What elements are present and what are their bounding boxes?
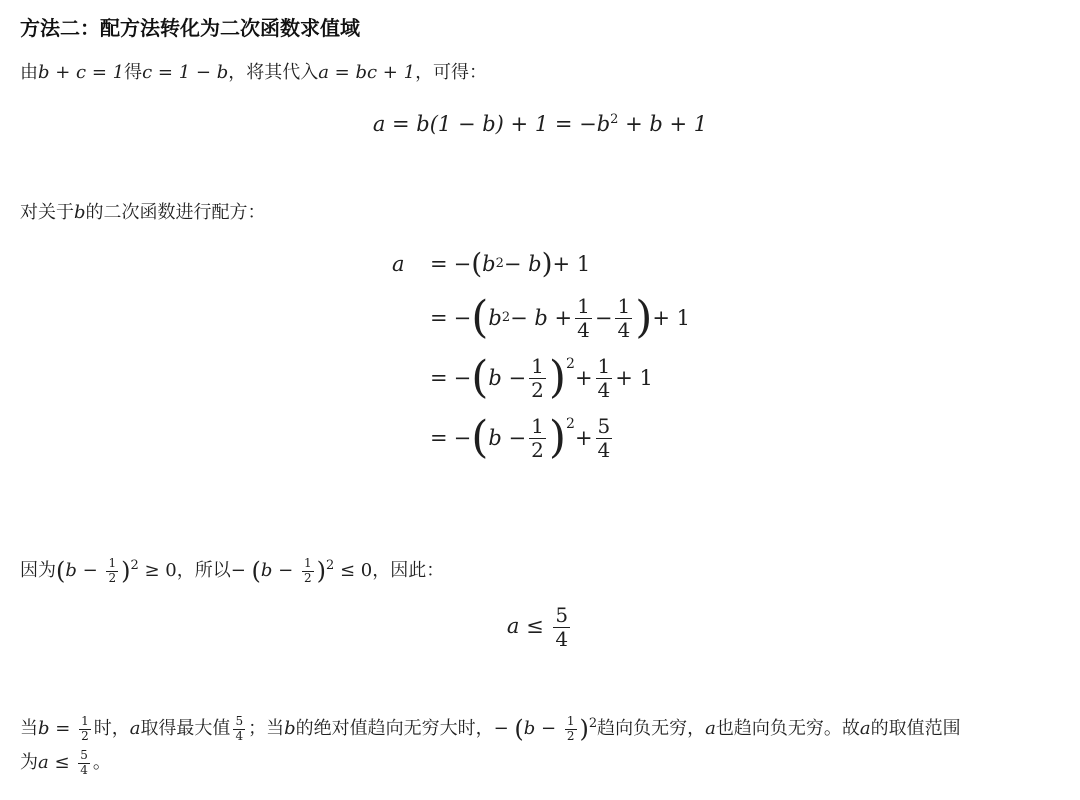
- text: 。: [92, 752, 111, 773]
- math: + 1: [652, 306, 691, 330]
- equals: =: [430, 426, 448, 450]
- math-inline: b: [284, 718, 296, 739]
- math-inline: a: [129, 718, 141, 739]
- display-equation-expand: [0, 112, 1080, 136]
- math: a = b(1 − b) + 1 = −b: [372, 112, 611, 136]
- fraction: $\frac{1}{4}$: [577, 293, 590, 342]
- math-inline: a = bc + 1: [318, 62, 416, 83]
- text: 为: [20, 752, 38, 773]
- math-inline: a: [705, 718, 716, 739]
- paren-close: ): [548, 352, 567, 403]
- paren-open: (: [471, 352, 489, 403]
- equals: =: [430, 366, 448, 390]
- text: 对关于: [20, 202, 74, 223]
- exponent: 2: [566, 416, 575, 432]
- fraction: $\frac{1}{2}$: [81, 713, 89, 743]
- text: 当: [20, 718, 38, 739]
- math-inline: (b − $\frac{1}{2}$ )$^2$ ≥ 0: [56, 555, 177, 585]
- paragraph-conclusion: [20, 714, 961, 744]
- math-inline: a: [859, 718, 871, 739]
- math: b −: [488, 426, 527, 450]
- fraction: $\frac{5}{4}$: [555, 603, 569, 651]
- fraction: $\frac{1}{4}$: [617, 293, 631, 342]
- math-inline: b + c = 1: [38, 62, 125, 83]
- fraction: $\frac{1}{2}$: [531, 353, 544, 402]
- paragraph-range: [20, 748, 111, 778]
- paragraph-complete-square: [20, 198, 266, 228]
- math: + 1: [615, 366, 653, 390]
- text: 因为: [20, 560, 56, 581]
- section-heading: 方法二：配方法转化为二次函数求值域: [20, 16, 360, 40]
- fraction: $\frac{5}{4}$: [597, 413, 611, 462]
- exponent: 2: [566, 356, 575, 372]
- text: ；当: [248, 718, 285, 739]
- minus: −: [453, 426, 472, 450]
- text: 趋向负无穷，: [597, 718, 706, 739]
- derivation-row-3: [392, 348, 690, 408]
- paren-close: ): [541, 247, 553, 280]
- minus: −: [453, 366, 472, 390]
- paren-close: ): [635, 292, 653, 343]
- fraction: $\frac{1}{4}$: [597, 353, 611, 402]
- fraction: $\frac{5}{4}$: [235, 713, 244, 743]
- text: 由: [20, 62, 38, 83]
- text: ，将其代入: [228, 62, 319, 83]
- paragraph-substitution: [20, 58, 487, 88]
- display-equation-result: [0, 604, 1080, 651]
- text: 也趋向负无穷。故: [715, 718, 860, 739]
- paren-open: (: [471, 292, 489, 343]
- math: + b + 1: [618, 112, 708, 136]
- math: +: [574, 366, 593, 390]
- math: − b: [503, 252, 542, 276]
- aligned-derivation: [392, 240, 690, 468]
- text: 的绝对值趋向无穷大时，: [295, 718, 494, 739]
- math: a: [392, 252, 405, 276]
- math-inline: − (b − $\frac{1}{2}$ )$^2$: [493, 713, 598, 743]
- exponent: 2: [610, 112, 619, 127]
- math: −: [594, 306, 613, 330]
- text: 时，: [93, 718, 130, 739]
- math: + 1: [552, 252, 591, 276]
- text: ，所以: [176, 560, 231, 581]
- equals: =: [430, 306, 448, 330]
- paragraph-inequality: [20, 556, 444, 586]
- math: +: [574, 426, 593, 450]
- math-inline: b: [74, 202, 86, 223]
- derivation-row-4: [392, 408, 690, 468]
- math-inline: c = 1 − b: [142, 62, 229, 83]
- text: 得: [124, 62, 143, 83]
- text: 的取值范围: [870, 718, 961, 739]
- derivation-row-2: = − ( b 2 − b + $\frac{1}{4}$ − $\frac{1}{4}$ ) + 1: [392, 288, 690, 348]
- math: − b +: [510, 306, 573, 330]
- paren-open: (: [471, 412, 489, 463]
- fraction: $\frac{5}{4}$: [80, 747, 88, 777]
- math: a ≤: [506, 614, 551, 638]
- fraction: $\frac{1}{2}$: [531, 413, 544, 462]
- derivation-row-1: a = − ( b 2 − b ) + 1: [392, 247, 591, 280]
- equals: =: [430, 252, 448, 276]
- text: 取得最大值: [140, 718, 231, 739]
- paren-close: ): [548, 412, 567, 463]
- minus: −: [453, 252, 472, 276]
- math-inline: a ≤: [38, 752, 76, 773]
- math-inline: − (b − $\frac{1}{2}$ )$^2$ ≤ 0: [230, 555, 373, 585]
- math-inline: b =: [38, 718, 77, 739]
- minus: −: [453, 306, 472, 330]
- math: b: [488, 306, 502, 330]
- math: b: [482, 252, 496, 276]
- text: ，可得：: [415, 62, 488, 83]
- text: ，因此：: [372, 560, 445, 581]
- math: b −: [488, 366, 527, 390]
- text: 的二次函数进行配方：: [85, 202, 266, 223]
- paren-open: (: [471, 247, 483, 280]
